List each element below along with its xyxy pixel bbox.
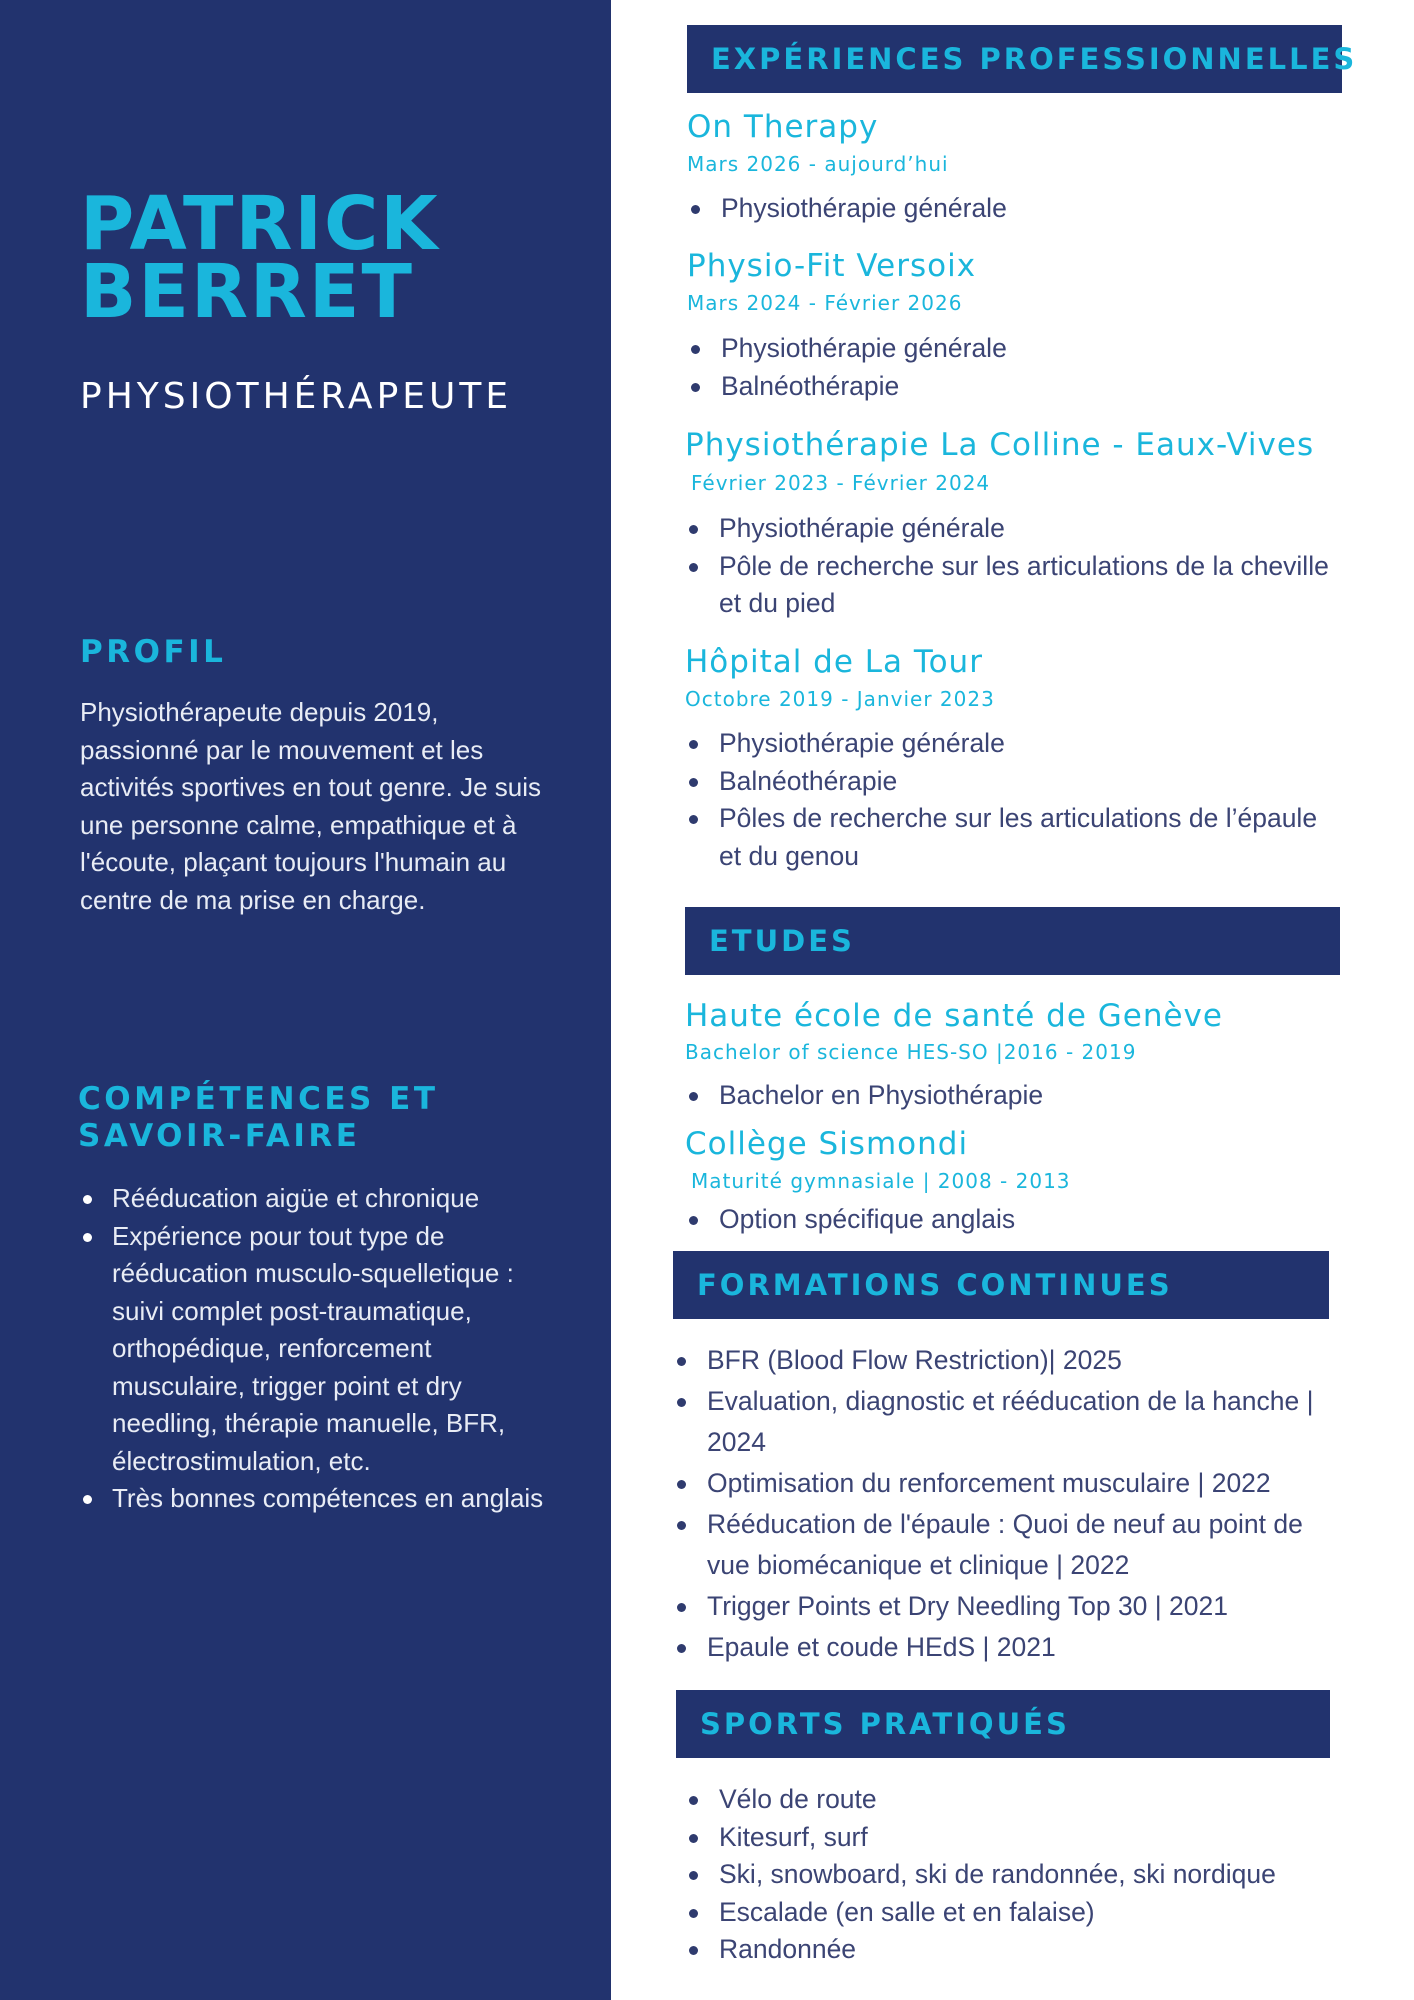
school-detail: Bachelor of science HES-SO |2016 - 2019 — [685, 1040, 1137, 1064]
job-dates: Mars 2026 - aujourd’hui — [687, 152, 949, 176]
list-item: Rééducation aigüe et chronique — [80, 1180, 550, 1218]
school-items — [685, 1201, 1330, 1239]
list-item: Randonnée — [685, 1931, 1330, 1969]
experience-banner — [687, 25, 1358, 93]
school-items — [685, 1077, 1330, 1115]
job-org: Physiothérapie La Colline - Eaux-Vives — [685, 427, 1315, 463]
job-duties — [687, 330, 1327, 405]
list-item: Rééducation de l'épaule : Quoi de neuf au point de vue biomécanique et clinique | 2022 — [673, 1504, 1333, 1586]
job-dates: Octobre 2019 - Janvier 2023 — [685, 687, 995, 711]
training-banner — [673, 1251, 1329, 1319]
sports-list — [685, 1781, 1330, 1969]
job-org: On Therapy — [687, 109, 879, 145]
person-name — [80, 181, 600, 335]
job-title: PHYSIOTHÉRAPEUTE — [80, 376, 513, 417]
list-item: Kitesurf, surf — [685, 1819, 1330, 1857]
job-duties — [685, 510, 1330, 623]
list-item: Optimisation du renforcement musculaire | 2022 — [673, 1463, 1333, 1504]
school-detail: Maturité gymnasiale | 2008 - 2013 — [691, 1169, 1071, 1193]
list-item: Expérience pour tout type de rééducation musculo-squelletique : suivi complet post-traumatique, orthopédique, renforcement musculaire, trigger point et dry needling, thérapie manuelle, BFR, électrostimulation, etc. — [80, 1218, 550, 1481]
training-heading: FORMATIONS CONTINUES — [697, 1268, 1173, 1302]
list-item: Balnéothérapie — [687, 368, 1327, 406]
last-name: BERRET — [80, 249, 414, 335]
list-item: BFR (Blood Flow Restriction)| 2025 — [673, 1340, 1333, 1381]
list-item: Epaule et coude HEdS | 2021 — [673, 1627, 1333, 1668]
list-item: Evaluation, diagnostic et rééducation de la hanche | 2024 — [673, 1381, 1333, 1463]
job-dates: Février 2023 - Février 2024 — [691, 471, 991, 495]
list-item: Pôle de recherche sur les articulations de la cheville et du pied — [685, 548, 1330, 623]
skills-heading-line1: COMPÉTENCES ET — [78, 1081, 439, 1117]
skills-heading — [78, 1081, 438, 1155]
list-item: Ski, snowboard, ski de randonnée, ski nordique — [685, 1856, 1330, 1894]
education-heading: ETUDES — [709, 924, 855, 958]
job-duties — [687, 190, 1327, 228]
skills-list — [80, 1180, 550, 1518]
first-name: PATRICK — [80, 181, 440, 267]
experience-heading: EXPÉRIENCES PROFESSIONNELLES — [711, 42, 1358, 76]
list-item: Option spécifique anglais — [685, 1201, 1330, 1239]
job-dates: Mars 2024 - Février 2026 — [687, 291, 963, 315]
profile-heading: PROFIL — [80, 634, 227, 670]
list-item: Bachelor en Physiothérapie — [685, 1077, 1330, 1115]
list-item: Escalade (en salle et en falaise) — [685, 1894, 1330, 1932]
education-banner — [685, 907, 1340, 975]
job-org: Hôpital de La Tour — [685, 644, 983, 680]
job-org: Physio-Fit Versoix — [687, 248, 977, 284]
skills-heading-line2: SAVOIR-FAIRE — [78, 1118, 361, 1154]
job-duties — [685, 725, 1330, 875]
list-item: Vélo de route — [685, 1781, 1330, 1819]
list-item: Physiothérapie générale — [687, 190, 1327, 228]
school-name: Haute école de santé de Genève — [685, 998, 1223, 1034]
list-item: Trigger Points et Dry Needling Top 30 | 2021 — [673, 1586, 1333, 1627]
school-name: Collège Sismondi — [685, 1126, 969, 1162]
list-item: Physiothérapie générale — [687, 330, 1327, 368]
list-item: Balnéothérapie — [685, 763, 1330, 801]
list-item: Physiothérapie générale — [685, 725, 1330, 763]
sports-heading: SPORTS PRATIQUÉS — [700, 1707, 1070, 1741]
sports-banner — [676, 1690, 1330, 1758]
list-item: Physiothérapie générale — [685, 510, 1330, 548]
list-item: Pôles de recherche sur les articulations de l’épaule et du genou — [685, 800, 1330, 875]
list-item: Très bonnes compétences en anglais — [80, 1480, 550, 1518]
training-list — [673, 1340, 1333, 1668]
profile-text: Physiothérapeute depuis 2019, passionné par le mouvement et les activités sportives en tout genre. Je suis une personne calme, empathique et à l'écoute, plaçant toujours l'humain au centre de ma prise en charge. — [80, 697, 542, 915]
